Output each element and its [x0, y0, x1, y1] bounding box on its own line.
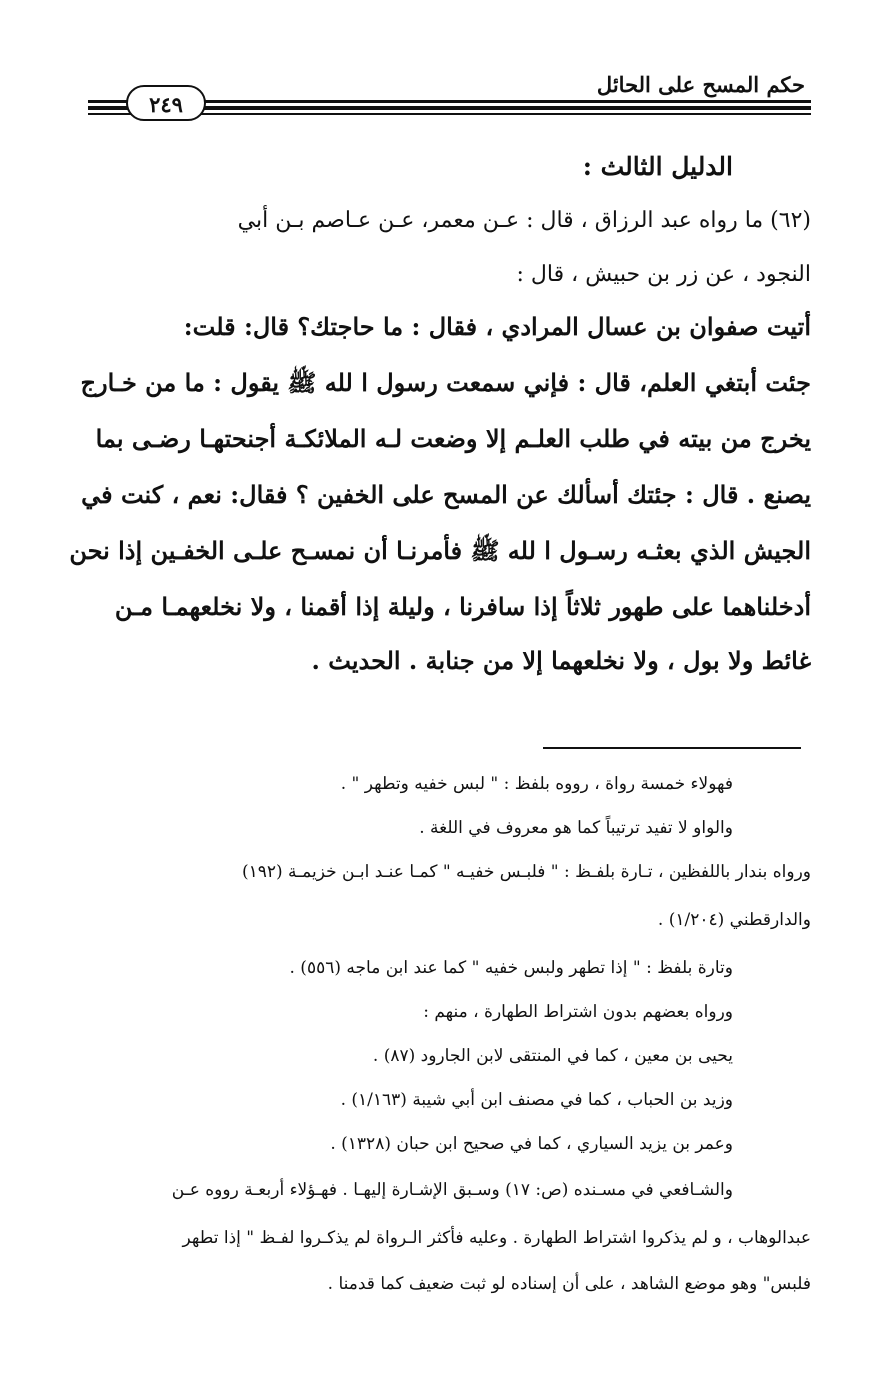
footnote-separator	[543, 747, 801, 749]
running-title: حكم المسح على الحائل	[596, 72, 805, 97]
footnote-line: والدارقطني (١/٢٠٤) .	[657, 910, 811, 930]
narration-line: النجود ، عن زر بن حبيش ، قال :	[516, 262, 811, 287]
hadith-line: غائط ولا بول ، ولا نخلعهما إلا من جنابة . الحديث .	[311, 646, 811, 675]
hadith-line: يصنع . قال : جئتك أسألك عن المسح على الخفين ؟ فقال: نعم ، كنت في	[81, 480, 811, 509]
footnote-line: فلبس" وهو موضع الشاهد ، على أن إسناده لو ثبت ضعيف كما قدمنا .	[327, 1274, 811, 1294]
footnote-line: ورواه بعضهم بدون اشتراط الطهارة ، منهم :	[423, 1002, 733, 1022]
footnote-line: فهولاء خمسة رواة ، رووه بلفظ : " لبس خفيه وتطهر " .	[340, 774, 733, 794]
footnote-line: والواو لا تفيد ترتيباً كما هو معروف في اللغة .	[419, 818, 733, 838]
hadith-line: أدخلناهما على طهور ثلاثاً إذا سافرنا ، وليلة إذا أقمنا ، ولا نخلعهمـا مـن	[114, 592, 811, 621]
footnote-line: عبدالوهاب ، و لم يذكروا اشتراط الطهارة . وعليه فأكثر الـرواة لم يذكـروا لفـظ " إذا تطهر	[182, 1228, 811, 1248]
page-number: ٢٤٩	[126, 85, 206, 121]
footnote-line: ورواه بندار باللفظين ، تـارة بلفـظ : " فلبـس خفيـه " كمـا عنـد ابـن خزيمـة (١٩٢)	[241, 862, 811, 882]
narration-line: (٦٢) ما رواه عبد الرزاق ، قال : عـن معمر، عـن عـاصم بـن أبي	[237, 208, 811, 233]
hadith-line: جئت أبتغي العلم، قال : فإني سمعت رسول ا لله ﷺ يقول : ما من خـارج	[80, 368, 811, 397]
hadith-line: أتيت صفوان بن عسال المرادي ، فقال : ما حاجتك؟ قال: قلت:	[183, 312, 811, 341]
section-heading: الدليل الثالث :	[582, 152, 733, 181]
footnote-line: وعمر بن يزيد السياري ، كما في صحيح ابن حبان (١٣٢٨) .	[330, 1134, 733, 1154]
footnote-line: وتارة بلفظ : " إذا تطهر ولبس خفيه " كما عند ابن ماجه (٥٥٦) .	[289, 958, 733, 978]
hadith-line: الجيش الذي بعثـه رسـول ا لله ﷺ فأمرنـا أن نمسـح علـى الخفـين إذا نحن	[69, 536, 811, 565]
footnote-line: والشـافعي في مسـنده (ص: ١٧) وسـبق الإشـارة إليهـا . فهـؤلاء أربعـة رووه عـن	[171, 1180, 733, 1200]
footnote-line: يحيى بن معين ، كما في المنتقى لابن الجارود (٨٧) .	[372, 1046, 733, 1066]
hadith-line: يخرج من بيته في طلب العلـم إلا وضعت لـه الملائكـة أجنحتهـا رضـى بما	[95, 424, 811, 453]
footnote-line: وزيد بن الحباب ، كما في مصنف ابن أبي شيبة (١/١٦٣) .	[340, 1090, 733, 1110]
